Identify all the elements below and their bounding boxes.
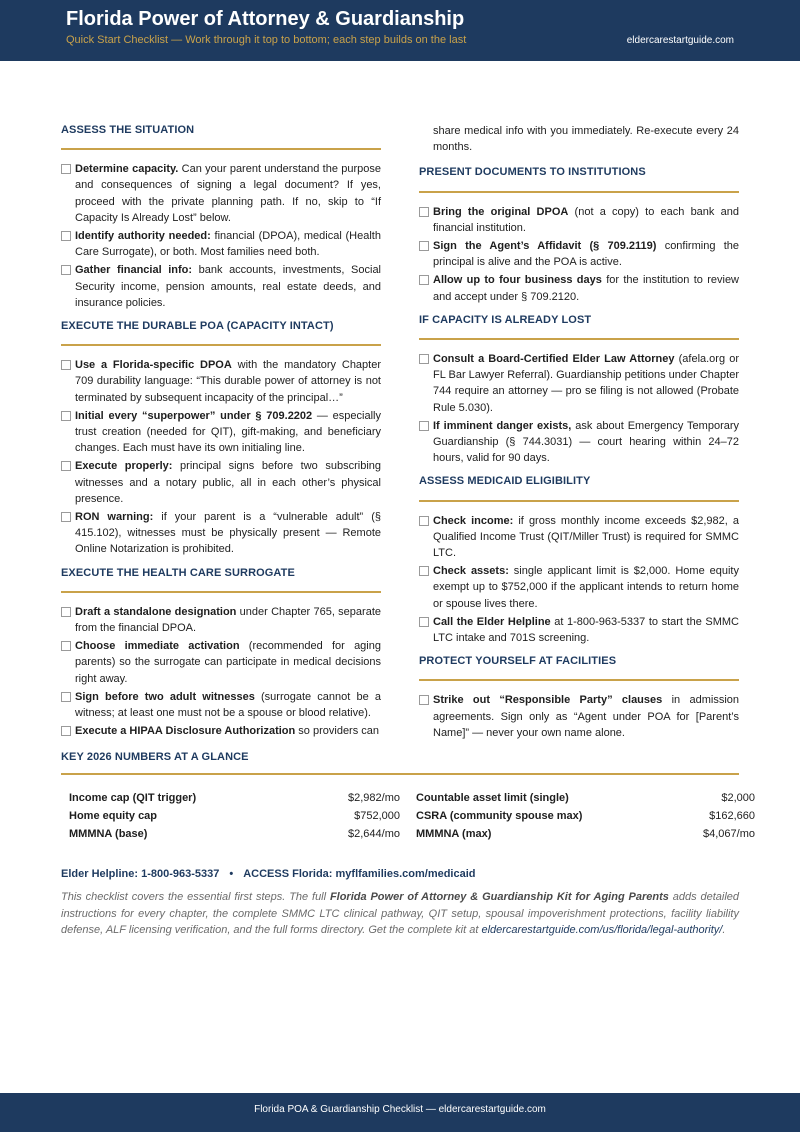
checklist-item[interactable]: [419, 238, 739, 270]
checkbox-icon[interactable]: [61, 231, 71, 241]
checklist-item[interactable]: [61, 604, 381, 636]
item-bold: Sign the Agent’s Affidavit (§ 709.2119): [433, 240, 657, 253]
section-title: ASSESS THE SITUATION: [61, 122, 381, 150]
checkbox-icon[interactable]: [61, 692, 71, 702]
section-title: PRESENT DOCUMENTS TO INSTITUTIONS: [419, 164, 739, 192]
checklist-item[interactable]: [419, 204, 739, 236]
key-number-value: $2,644/mo: [348, 828, 400, 840]
item-bold: Check income:: [433, 514, 514, 527]
checkbox-icon[interactable]: [419, 695, 429, 705]
checklist-item[interactable]: [419, 272, 739, 304]
checklist-item[interactable]: [61, 689, 381, 721]
key-number-row: [69, 825, 400, 843]
checkbox-icon[interactable]: [61, 512, 71, 522]
checklist-item[interactable]: [419, 418, 739, 467]
right-column: [419, 123, 739, 748]
checklist-item[interactable]: [61, 357, 381, 406]
item-text: principal signs before two subscribing witnesses and a notary public, all in each other’s physical presence.: [75, 460, 382, 505]
checkbox-icon[interactable]: [419, 241, 429, 251]
key-number-label: MMMNA (max): [416, 828, 492, 840]
key-number-value: $2,982/mo: [348, 792, 400, 804]
item-bold: Initial every “superpower” under § 709.2202: [75, 409, 313, 422]
key-number-value: $752,000: [354, 810, 400, 822]
item-text: (recommended for aging parents) so the surrogate can participate in medical decisions right away.: [75, 640, 381, 685]
item-bold: If imminent danger exists,: [433, 419, 572, 432]
checkbox-icon[interactable]: [419, 275, 429, 285]
item-bold: Use a Florida-specific DPOA: [75, 359, 232, 372]
checkbox-icon[interactable]: [61, 607, 71, 617]
item-text: (afela.org or FL Bar Lawyer Referral). Guardianship petitions under Chapter 744 require an attorney — pro se filing is not allowed (Probate Rule 5.030).: [433, 353, 739, 414]
note-mid: adds detailed instructions for every chapter, the complete SMMC LTC clinical pathway, QIT setup, spousal impoverishment protections, facility liability defense, ALF licensing verification, and the full forms directory. Get the complete kit at: [61, 891, 740, 936]
checkbox-icon[interactable]: [61, 360, 71, 370]
checkbox-icon[interactable]: [419, 421, 429, 431]
item-bold: Gather financial info:: [75, 264, 193, 277]
section-surrogate: [61, 565, 381, 740]
closing-note: [61, 889, 739, 939]
section-capacity-lost: [419, 312, 739, 467]
item-text: — especially trust creation (needed for QIT), gift-making, and beneficiary changes. Each must have its own initialing line.: [75, 409, 381, 455]
section-dpoa: [61, 318, 381, 558]
item-bold: Check assets:: [433, 565, 509, 578]
item-bold: Sign before two adult witnesses: [75, 690, 255, 703]
item-text: if your parent is a “vulnerable adult” (§ 415.102), witnesses must be physically present — Remote Online Notarization is prohibited.: [75, 511, 381, 556]
checkbox-icon[interactable]: [61, 461, 71, 471]
checkbox-icon[interactable]: [61, 265, 71, 275]
key-number-row: [416, 825, 755, 843]
checklist-item[interactable]: [61, 638, 381, 687]
checklist-item[interactable]: [61, 509, 381, 558]
key-number-label: Income cap (QIT trigger): [69, 792, 197, 804]
kit-title: Florida Power of Attorney & Guardianship Kit for Aging Parents: [329, 891, 669, 903]
key-number-label: Home equity cap: [69, 810, 158, 822]
checklist-item[interactable]: [419, 614, 739, 646]
key-number-value: $4,067/mo: [703, 828, 755, 840]
key-number-row: [416, 807, 755, 825]
elder-helpline[interactable]: Elder Helpline: 1-800-963-5337: [61, 868, 220, 880]
key-number-row: [69, 807, 400, 825]
checklist-item[interactable]: [61, 228, 381, 260]
item-bold: Strike out “Responsible Party” clauses: [433, 694, 663, 707]
item-bold: Choose immediate activation: [75, 640, 240, 653]
item-continuation: share medical info with you immediately. Re-execute every 24 months.: [433, 125, 739, 154]
checklist-item[interactable]: [419, 513, 739, 562]
item-text: so providers can: [295, 725, 380, 738]
item-bold: Allow up to four business days: [433, 274, 602, 287]
item-text: in admission agreements. Sign only as “Agent under POA for [Parent’s Name]” — never your own name alone.: [433, 694, 739, 739]
checklist-item[interactable]: [61, 408, 381, 457]
checkbox-icon[interactable]: [419, 354, 429, 364]
item-bold: Determine capacity.: [75, 163, 179, 176]
checklist-item[interactable]: [419, 563, 739, 612]
checkbox-icon[interactable]: [419, 617, 429, 627]
note-pre: This checklist covers the essential first steps. The full: [61, 891, 330, 903]
section-title: EXECUTE THE HEALTH CARE SURROGATE: [61, 565, 381, 593]
item-text: Can your parent understand the purpose and consequences of signing a legal document? If yes, proceed with the private planning path. If no, skip to “If Capacity Is Already Lost” below.: [75, 163, 381, 224]
page-subtitle: Quick Start Checklist — Work through it top to bottom; each step builds on the last: [66, 34, 467, 46]
checkbox-icon[interactable]: [61, 641, 71, 651]
page-title: Florida Power of Attorney & Guardianship: [66, 8, 465, 30]
checkbox-icon[interactable]: [419, 566, 429, 576]
key-number-label: CSRA (community spouse max): [416, 810, 583, 822]
item-bold: Consult a Board-Certified Elder Law Attorney: [433, 353, 675, 366]
section-title: ASSESS MEDICAID ELIGIBILITY: [419, 473, 739, 501]
section-title: IF CAPACITY IS ALREADY LOST: [419, 312, 739, 340]
checkbox-icon[interactable]: [61, 164, 71, 174]
section-assess: [61, 122, 381, 311]
item-text: (surrogate cannot be a witness; at least one must not be a spouse or blood relative).: [75, 690, 381, 720]
checklist-item[interactable]: [419, 692, 739, 741]
key-number-value: $162,660: [709, 810, 755, 822]
item-text: with the mandatory Chapter 709 durability language: “This durable power of attorney is not terminated by subsequent incapacity of the principal…”: [75, 359, 382, 404]
note-end: .: [722, 924, 726, 936]
item-bold: Execute a HIPAA Disclosure Authorization: [75, 725, 296, 738]
item-text: (not a copy) to each bank and financial institution.: [433, 205, 739, 234]
section-title: EXECUTE THE DURABLE POA (CAPACITY INTACT): [61, 318, 381, 346]
item-text: bank accounts, investments, Social Security income, pension amounts, real estate deeds, and insurance policies.: [75, 264, 382, 309]
checklist-item[interactable]: [61, 161, 381, 226]
item-bold: Execute properly:: [75, 460, 173, 473]
section-protect: [419, 653, 739, 741]
item-bold: Call the Elder Helpline: [433, 615, 551, 628]
item-bold: Draft a standalone designation: [75, 605, 237, 618]
item-text: for the institution to review and accept under § 709.2120.: [433, 274, 740, 303]
key-number-label: MMMNA (base): [69, 828, 148, 840]
section-title: PROTECT YOURSELF AT FACILITIES: [419, 653, 739, 681]
checklist-item[interactable]: [61, 262, 381, 311]
checkbox-icon[interactable]: [419, 207, 429, 217]
helpline-bar: [61, 868, 476, 880]
item-text: confirming the principal is alive and the POA is active.: [433, 240, 739, 269]
kit-url-link[interactable]: eldercarestartguide.com/us/florida/legal-authority/: [481, 924, 723, 936]
item-text: at 1-800-963-5337 to start the SMMC LTC intake and 701S screening.: [433, 615, 739, 645]
bullet-separator: •: [229, 868, 234, 880]
section-title: KEY 2026 NUMBERS AT A GLANCE: [61, 751, 739, 775]
item-bold: Bring the original DPOA: [433, 205, 569, 218]
item-text: financial (DPOA), medical (Health Care Surrogate), or both. Most families need both.: [75, 230, 381, 259]
checkbox-icon[interactable]: [61, 726, 71, 736]
item-bold: Identify authority needed:: [75, 230, 211, 243]
header-site-link[interactable]: eldercarestartguide.com: [626, 35, 734, 46]
key-number-value: $2,000: [721, 792, 755, 804]
section-present: [419, 164, 739, 304]
item-text: under Chapter 765, separate from the financial DPOA.: [75, 605, 381, 635]
key-number-label: Countable asset limit (single): [416, 792, 569, 804]
item-text: ask about Emergency Temporary Guardianship (§ 744.3031) — court hearing within 24–72 hours, valid for 90 days.: [433, 419, 740, 465]
checkbox-icon[interactable]: [61, 411, 71, 421]
checklist-item[interactable]: [61, 458, 381, 507]
footer-text: Florida POA & Guardianship Checklist — eldercarestartguide.com: [254, 1104, 546, 1115]
key-numbers-section: [61, 751, 755, 843]
section-medicaid: [419, 473, 739, 646]
page-header: [0, 0, 800, 61]
key-numbers-grid: [61, 789, 755, 843]
key-number-row: [416, 789, 755, 807]
item-text: if gross monthly income exceeds $2,982, a Qualified Income Trust (QIT/Miller Trust) is required for SMMC LTC.: [433, 514, 740, 560]
checkbox-icon[interactable]: [419, 516, 429, 526]
key-number-row: [69, 789, 400, 807]
left-column: [61, 122, 381, 747]
checklist-item[interactable]: [61, 723, 381, 739]
access-florida-link[interactable]: ACCESS Florida: myflfamilies.com/medicaid: [243, 868, 476, 880]
item-text: single applicant limit is $2,000. Home equity exempt up to $752,000 if the applicant intends to return home or spouse lives there.: [433, 565, 739, 610]
item-bold: RON warning:: [75, 511, 154, 524]
page-footer: [0, 1093, 800, 1132]
checklist-item[interactable]: [419, 351, 739, 416]
